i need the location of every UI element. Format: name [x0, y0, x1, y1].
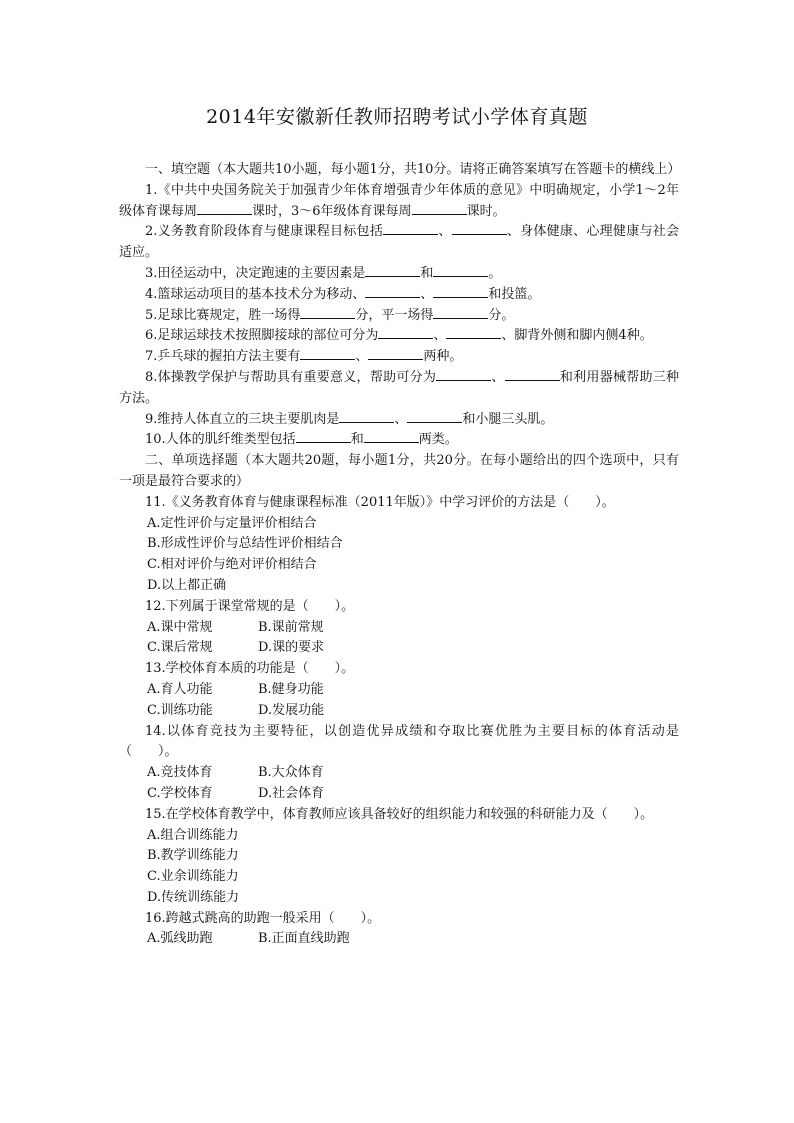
- option-item[interactable]: A.组合训练能力: [147, 827, 239, 843]
- option-item[interactable]: C.课后常规: [147, 640, 213, 656]
- question-10: 10.人体的肌纤维类型包括 和 两类。: [145, 432, 458, 448]
- answer-blank[interactable]: [407, 411, 462, 423]
- answer-blank[interactable]: [365, 265, 420, 277]
- section-heading-single-choice: 二、单项选择题（本大题共20题，每小题1分，共20分。在每小题给出的四个选项中，只有一项是最符合要求的）: [119, 453, 679, 489]
- option-row: [119, 763, 679, 784]
- question-4: 4.篮球运动项目的基本技术分为移动、 、 和投篮。: [145, 286, 541, 302]
- answer-blank[interactable]: [197, 203, 252, 215]
- question-2: 2.义务教育阶段体育与健康课程目标包括 、 、身体健康、心理健康与社会适应。: [119, 224, 679, 261]
- answer-blank[interactable]: [365, 286, 420, 298]
- option-row: [119, 618, 679, 639]
- answer-blank[interactable]: [300, 348, 355, 360]
- question-3: 3.田径运动中，决定跑速的主要因素是 和 。: [145, 265, 502, 281]
- page-title: 2014年安徽新任教师招聘考试小学体育真题: [206, 106, 588, 128]
- question-13: 13.学校体育本质的功能是（ ）。: [145, 661, 355, 677]
- answer-blank[interactable]: [433, 265, 488, 277]
- answer-blank[interactable]: [433, 286, 488, 298]
- option-row: [119, 680, 679, 701]
- option-item[interactable]: A.课中常规: [147, 619, 213, 635]
- option-item[interactable]: D.以上都正确: [147, 577, 227, 593]
- question-11: 11.《义务教育体育与健康课程标准（2011年版）》中学习评价的方法是（ ）。: [145, 494, 615, 510]
- option-row: [119, 929, 679, 950]
- question-15: 15.在学校体育教学中，体育教师应该具备较好的组织能力和较强的科研能力及（ ）。: [145, 806, 654, 822]
- option-item[interactable]: C.学校体育: [147, 785, 213, 801]
- answer-blank[interactable]: [433, 307, 488, 319]
- answer-blank[interactable]: [368, 348, 423, 360]
- option-item[interactable]: A.定性评价与定量评价相结合: [147, 515, 317, 531]
- answer-blank[interactable]: [436, 369, 491, 381]
- option-item[interactable]: B.教学训练能力: [147, 848, 239, 864]
- answer-blank[interactable]: [446, 327, 501, 339]
- answer-blank[interactable]: [452, 223, 507, 235]
- answer-blank[interactable]: [339, 411, 394, 423]
- option-item[interactable]: B.形成性评价与总结性评价相结合: [147, 536, 343, 552]
- answer-blank[interactable]: [383, 223, 438, 235]
- question-12: 12.下列属于课堂常规的是（ ）。: [145, 598, 355, 614]
- question-7: 7.乒乓球的握拍方法主要有 、 两种。: [145, 349, 463, 365]
- answer-blank[interactable]: [505, 369, 560, 381]
- answer-blank[interactable]: [296, 431, 351, 443]
- question-5: 5.足球比赛规定，胜一场得 分，平一场得 分。: [145, 307, 515, 323]
- option-item[interactable]: A.弧线助跑: [147, 931, 213, 947]
- question-9: 9.维持人体直立的三块主要肌肉是 、 和小腿三头肌。: [145, 411, 554, 427]
- option-item[interactable]: B.课前常规: [258, 619, 324, 635]
- option-item[interactable]: D.发展功能: [258, 702, 325, 718]
- option-item[interactable]: D.社会体育: [258, 785, 325, 801]
- answer-blank[interactable]: [300, 307, 355, 319]
- answer-blank[interactable]: [412, 203, 467, 215]
- answer-blank[interactable]: [378, 327, 433, 339]
- option-row: [119, 638, 679, 659]
- option-row: [119, 784, 679, 805]
- option-item[interactable]: C.业余训练能力: [147, 869, 239, 885]
- document-body: [119, 160, 679, 950]
- question-6: 6.足球运球技术按照脚接球的部位可分为 、 、脚背外侧和脚内侧4种。: [145, 328, 653, 344]
- option-item[interactable]: B.大众体育: [258, 765, 324, 781]
- option-item[interactable]: A.竞技体育: [147, 765, 213, 781]
- option-item[interactable]: D.传统训练能力: [147, 889, 240, 905]
- option-item[interactable]: D.课的要求: [258, 640, 325, 656]
- question-1: 1.《中共中央国务院关于加强青少年体育增强青少年体质的意见》中明确规定，小学1～2年级体育课每周 课时，3～6年级体育课每周 课时。: [119, 182, 679, 219]
- question-8: 8.体操教学保护与帮助具有重要意义，帮助可分为 、 和利用器械帮助三种方法。: [119, 369, 679, 406]
- option-item[interactable]: A.育人功能: [147, 681, 213, 697]
- section-heading-fill-blank: 一、填空题（本大题共10小题，每小题1分，共10分。请将正确答案填写在答题卡的横线上）: [145, 162, 681, 177]
- option-row: [119, 701, 679, 722]
- option-item[interactable]: B.健身功能: [258, 681, 324, 697]
- option-item[interactable]: B.正面直线助跑: [258, 931, 350, 947]
- question-16: 16.跨越式跳高的助跑一般采用（ ）。: [145, 910, 381, 926]
- option-item[interactable]: C.相对评价与绝对评价相结合: [147, 557, 317, 573]
- answer-blank[interactable]: [364, 431, 419, 443]
- option-item[interactable]: C.训练功能: [147, 702, 213, 718]
- question-14: 14.以体育竞技为主要特征，以创造优异成绩和夺取比赛优胜为主要目标的体育活动是（ ）。: [119, 723, 679, 760]
